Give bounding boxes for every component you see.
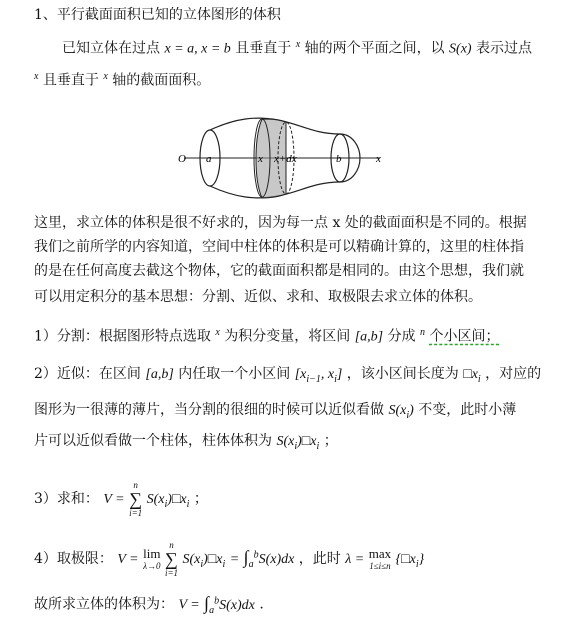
step-text: ，此时 <box>298 551 341 567</box>
paragraph-intro-line1 <box>62 36 532 59</box>
math-subinterval: [$x_{i-1}$, $x_i$] <box>294 367 343 385</box>
math-lambda: λ = <box>345 552 365 567</box>
step-text: 不变，此时小薄 <box>418 402 517 418</box>
step-approximate-line1 <box>34 365 541 389</box>
step-text: 2）近似：在区间 <box>34 366 141 382</box>
step-text: ，对应的 <box>485 366 542 382</box>
math-Sxi: $S(x_i)$ <box>388 403 414 421</box>
math-integral: $\int_a^bS(x)dx$ <box>204 592 255 616</box>
step-limit <box>34 540 424 578</box>
step-text: ； <box>193 491 208 507</box>
section-heading: 1、平行截面面积已知的立体图形的体积 <box>34 7 281 23</box>
step-approximate-line2 <box>34 401 516 425</box>
paragraph-explain-line3: 的是在任何高度去截这个物体，它的截面面积都是相同的。由这个思想，我们就 <box>34 263 524 279</box>
solid-of-revolution-figure <box>176 110 386 206</box>
step-text: 4）取极限： <box>34 551 113 567</box>
math-sum-term: $S(x_i)□x_i$ <box>182 552 226 570</box>
math-x: x <box>215 327 220 338</box>
math-volume: $S(x_i)□x_i$ <box>276 434 320 452</box>
conclusion <box>34 592 264 619</box>
sum-operator: n ∑ i=1 <box>164 540 179 578</box>
math-V: V = <box>178 597 200 613</box>
paragraph-explain-line4: 可以用定积分的基本思想：分割、近似、求和、取极限去求立体的体积。 <box>34 289 482 305</box>
step-text: 片可以近似看做一个柱体，柱体体积为 <box>34 433 272 449</box>
intro-text: 已知立体在过点 <box>62 40 160 57</box>
math-integral: $\int_a^bS(x)dx$ <box>243 547 295 570</box>
step-text: 分成 <box>387 328 416 345</box>
x-plus-dx-label: x+dx <box>274 153 297 165</box>
math-bounds: x = a, x = b <box>164 41 231 57</box>
step-partition <box>34 324 500 347</box>
intro-text: 表示过点 <box>476 40 533 57</box>
origin-label: O <box>178 153 186 165</box>
math-interval: [a,b] <box>145 367 174 382</box>
step-text: 为积分变量，将区间 <box>224 328 351 345</box>
intro-text: 且垂直于 <box>235 40 292 57</box>
math-interval: [a,b] <box>354 329 384 345</box>
b-label: b <box>336 153 342 165</box>
step-text: 1）分割：根据图形特点选取 <box>34 328 211 345</box>
axis-x-label: x <box>376 153 381 165</box>
x-label: x <box>258 153 263 165</box>
math-max-set: $\{□x_i\}$ <box>395 552 425 570</box>
math-Sx: S(x) <box>449 41 472 57</box>
step-text: 3）求和： <box>34 491 99 507</box>
math-V: V = <box>103 492 125 507</box>
conclusion-text: 故所求立体的体积为： <box>34 596 174 613</box>
max-operator: max 1≤i≤n <box>368 546 392 571</box>
sum-operator: n ∑ i=1 <box>129 480 143 518</box>
step-text: 个小区间； <box>429 328 500 345</box>
math-x: x <box>103 71 108 82</box>
intro-text: 轴的两个平面之间，以 <box>304 40 445 57</box>
conclusion-text: . <box>259 596 264 613</box>
step-text: 图形为一很薄的薄片，当分割的很细的时候可以近似看做 <box>34 402 384 418</box>
math-x: x <box>295 39 301 50</box>
paragraph-explain-line1: 这里，求立体的体积是很不好求的，因为每一点 x 处的截面面积是不同的。根据 <box>34 215 527 231</box>
math-sum-term: $S(x_i)□x_i$ <box>146 492 190 510</box>
step-text: ； <box>323 433 338 449</box>
math-dx: $□x_i$ <box>463 367 481 385</box>
step-text: ，该小区间长度为 <box>346 366 459 382</box>
step-approximate-line3 <box>34 432 338 456</box>
math-eq: = <box>229 552 240 567</box>
limit-operator: lim λ→0 <box>143 546 161 571</box>
math-x: x <box>34 71 39 82</box>
step-text: 内任取一个小区间 <box>178 366 291 382</box>
a-label: a <box>206 153 212 165</box>
math-n: n <box>420 327 426 338</box>
intro-text: 且垂直于 <box>42 72 99 89</box>
paragraph-intro-line2 <box>34 68 210 90</box>
paragraph-explain-line2: 我们之前所学的内容知道，空间中柱体的体积是可以精确计算的，这里的柱体指 <box>34 239 524 255</box>
intro-text: 轴的截面面积。 <box>112 72 211 89</box>
step-sum <box>34 480 208 518</box>
math-V: V = <box>117 552 139 567</box>
